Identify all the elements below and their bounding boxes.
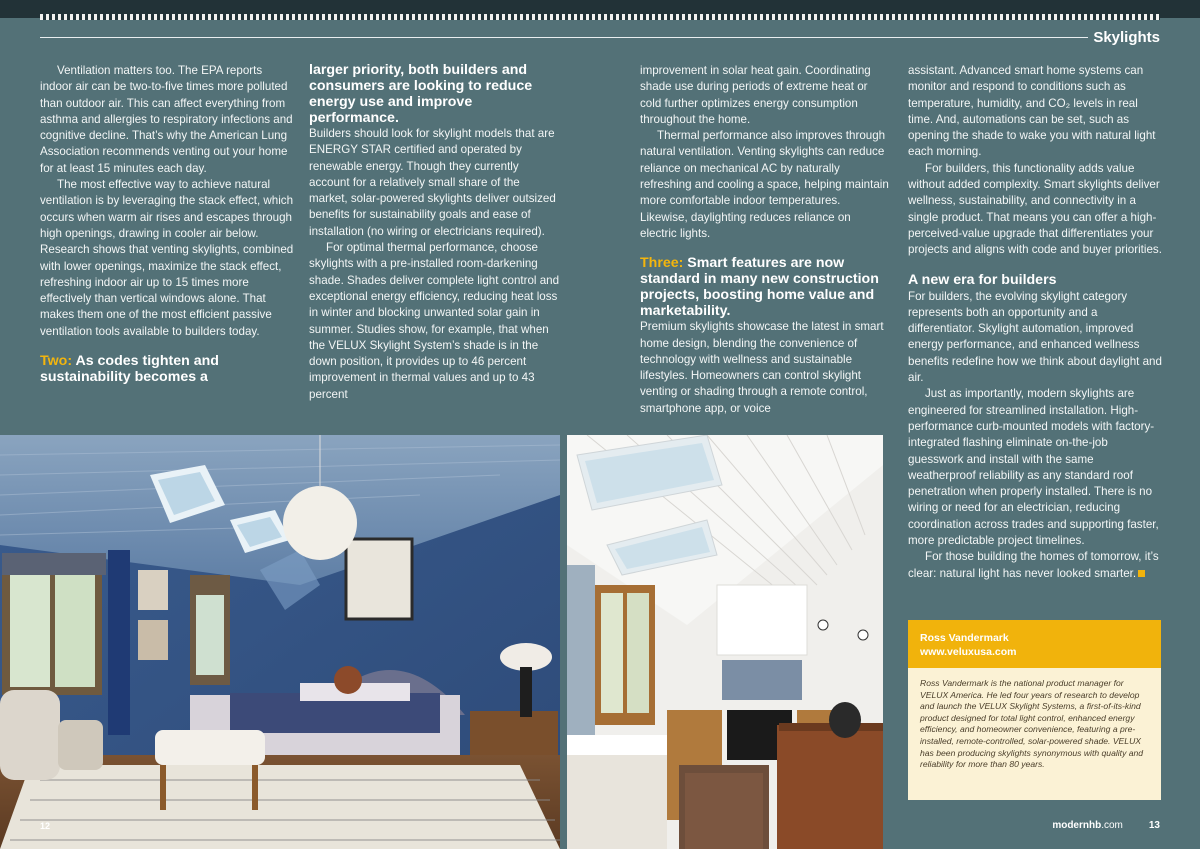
author-url[interactable]: www.veluxusa.com	[920, 646, 1017, 658]
author-bio-box	[908, 620, 1161, 800]
article-column-1	[40, 63, 294, 385]
header-rule	[40, 37, 1088, 38]
site-brand: modernhb	[1052, 820, 1102, 831]
closing-text: For those building the homes of tomorrow, it’s clear: natural light has never looked smarter.	[908, 550, 1159, 580]
paragraph: Ventilation matters too. The EPA reports indoor air can be two-to-five times more polluted than outdoor air. This can affect everything from asthma and allergies to respiratory infections and cognitive decline. That’s why the American Lung Association recommends venting out your home for at least 15 minutes each day.	[40, 64, 293, 175]
subheading-continuation: larger priority, both builders and consumers are looking to reduce energy use and improve performance.	[309, 62, 533, 126]
author-name: Ross Vandermark	[920, 632, 1009, 644]
end-mark-icon	[1138, 570, 1145, 577]
paragraph: The most effective way to achieve natural ventilation is by leveraging the stack effect, which occurs when warm air rises and escapes through high openings, drawing in cooler air below. Research shows that venting skylights, combined with lower openings, maximize the stack effect, refreshing indoor air up to 15 times more effectively than vertical windows alone. That makes them one of the most efficient passive ventilation tools available to builders today.	[40, 178, 294, 338]
footer-right	[1052, 820, 1160, 831]
subheading-three	[640, 255, 890, 319]
paragraph: Premium skylights showcase the latest in smart home design, blending the convenience of technology with wellness and sustainable lifestyles. Homeowners can control skylight venting or shading through a remote control, smartphone app, or voice	[640, 320, 884, 415]
bedroom-illustration	[0, 435, 560, 849]
author-bio-header	[908, 620, 1161, 668]
paragraph-closing	[908, 549, 1162, 582]
subheading-text: Smart features are now standard in many new construction projects, boosting home value and marketability.	[640, 255, 879, 320]
site-tld: .com	[1101, 820, 1123, 831]
section-label: Skylights	[1093, 29, 1160, 46]
article-column-3	[640, 63, 890, 417]
kitchen-illustration	[567, 435, 883, 849]
subheading-new-era: A new era for builders	[908, 271, 1057, 288]
paragraph: improvement in solar heat gain. Coordinating shade use during periods of extreme heat or cold further optimizes energy consumption throughout the home.	[640, 64, 871, 126]
article-column-4	[908, 63, 1162, 582]
subheading-number: Three:	[640, 255, 684, 272]
paragraph: For builders, the evolving skylight category represents both an opportunity and a differentiator. Skylight automation, improved energy performance, and enhanced wellness benefits redefine how we think about daylight and air.	[908, 289, 1162, 385]
page-number-left: 12	[40, 821, 51, 831]
paragraph: Thermal performance also improves through natural ventilation. Venting skylights can reduce reliance on mechanical AC by naturally refreshing and cooling a space, helping maintain more comfortable indoor temperatures. Likewise, daylighting reduces reliance on electric lights.	[640, 129, 889, 240]
subheading-text: As codes tighten and sustainability becomes a	[40, 353, 219, 386]
top-scallop-border	[40, 14, 1160, 20]
subheading-number: Two:	[40, 353, 73, 370]
paragraph: For optimal thermal performance, choose skylights with a pre-installed room-darkening shade. Shades deliver complete light control and exceptional energy efficiency, reducing heat loss in winter and blocking unwanted solar gain in summer. Studies show, for example, that when the VELUX Skylight System’s shade is in the down position, it provides up to 46 percent improvement in thermal values and up to 43 percent	[309, 241, 560, 401]
article-column-2	[309, 62, 561, 403]
page-number-right: 13	[1148, 820, 1160, 831]
subheading-two	[40, 353, 294, 385]
paragraph: Builders should look for skylight models that are ENERGY STAR certified and operated by renewable energy. Though they currently account for a relatively small share of the market, solar-powered skylights deliver outsized benefits for sustainability goals and ease of installation (no wiring or electricians required).	[309, 127, 556, 238]
paragraph: For builders, this functionality adds value without added complexity. Smart skylights deliver wellness, sustainability, and connectivity in a single product. That means you can offer a high-perceived-value upgrade that differentiates your projects and aligns with code and buyer priorities.	[908, 161, 1162, 257]
kitchen-photo	[567, 435, 883, 849]
paragraph: Just as importantly, modern skylights are engineered for streamlined installation. High-performance curb-mounted models with factory-integrated flashing eliminate on-the-job guesswork and install with the same weatherproof reliability as any standard roof penetration when properly installed. There is no wiring or need for an electrician, reducing coordination across trades and supporting faster, more predictable project timelines.	[908, 387, 1159, 548]
bedroom-photo	[0, 435, 560, 849]
author-bio-text: Ross Vandermark is the national product manager for VELUX America. He led four years of research to develop and launch the VELUX Skylight Systems, a first-of-its-kind product designed for total light control, enhanced energy efficiency, and homeowner convenience, featuring a pre-installed, remote-controlled, solar-powered shade. VELUX has been producing skylights synonymous with quality and reliability for more than 80 years.	[908, 668, 1161, 800]
paragraph: assistant. Advanced smart home systems can monitor and respond to conditions such as temperature, humidity, and CO₂ levels in real time. And, automations can be set, such as opening the shade to wake you with natural light each morning.	[908, 64, 1156, 159]
